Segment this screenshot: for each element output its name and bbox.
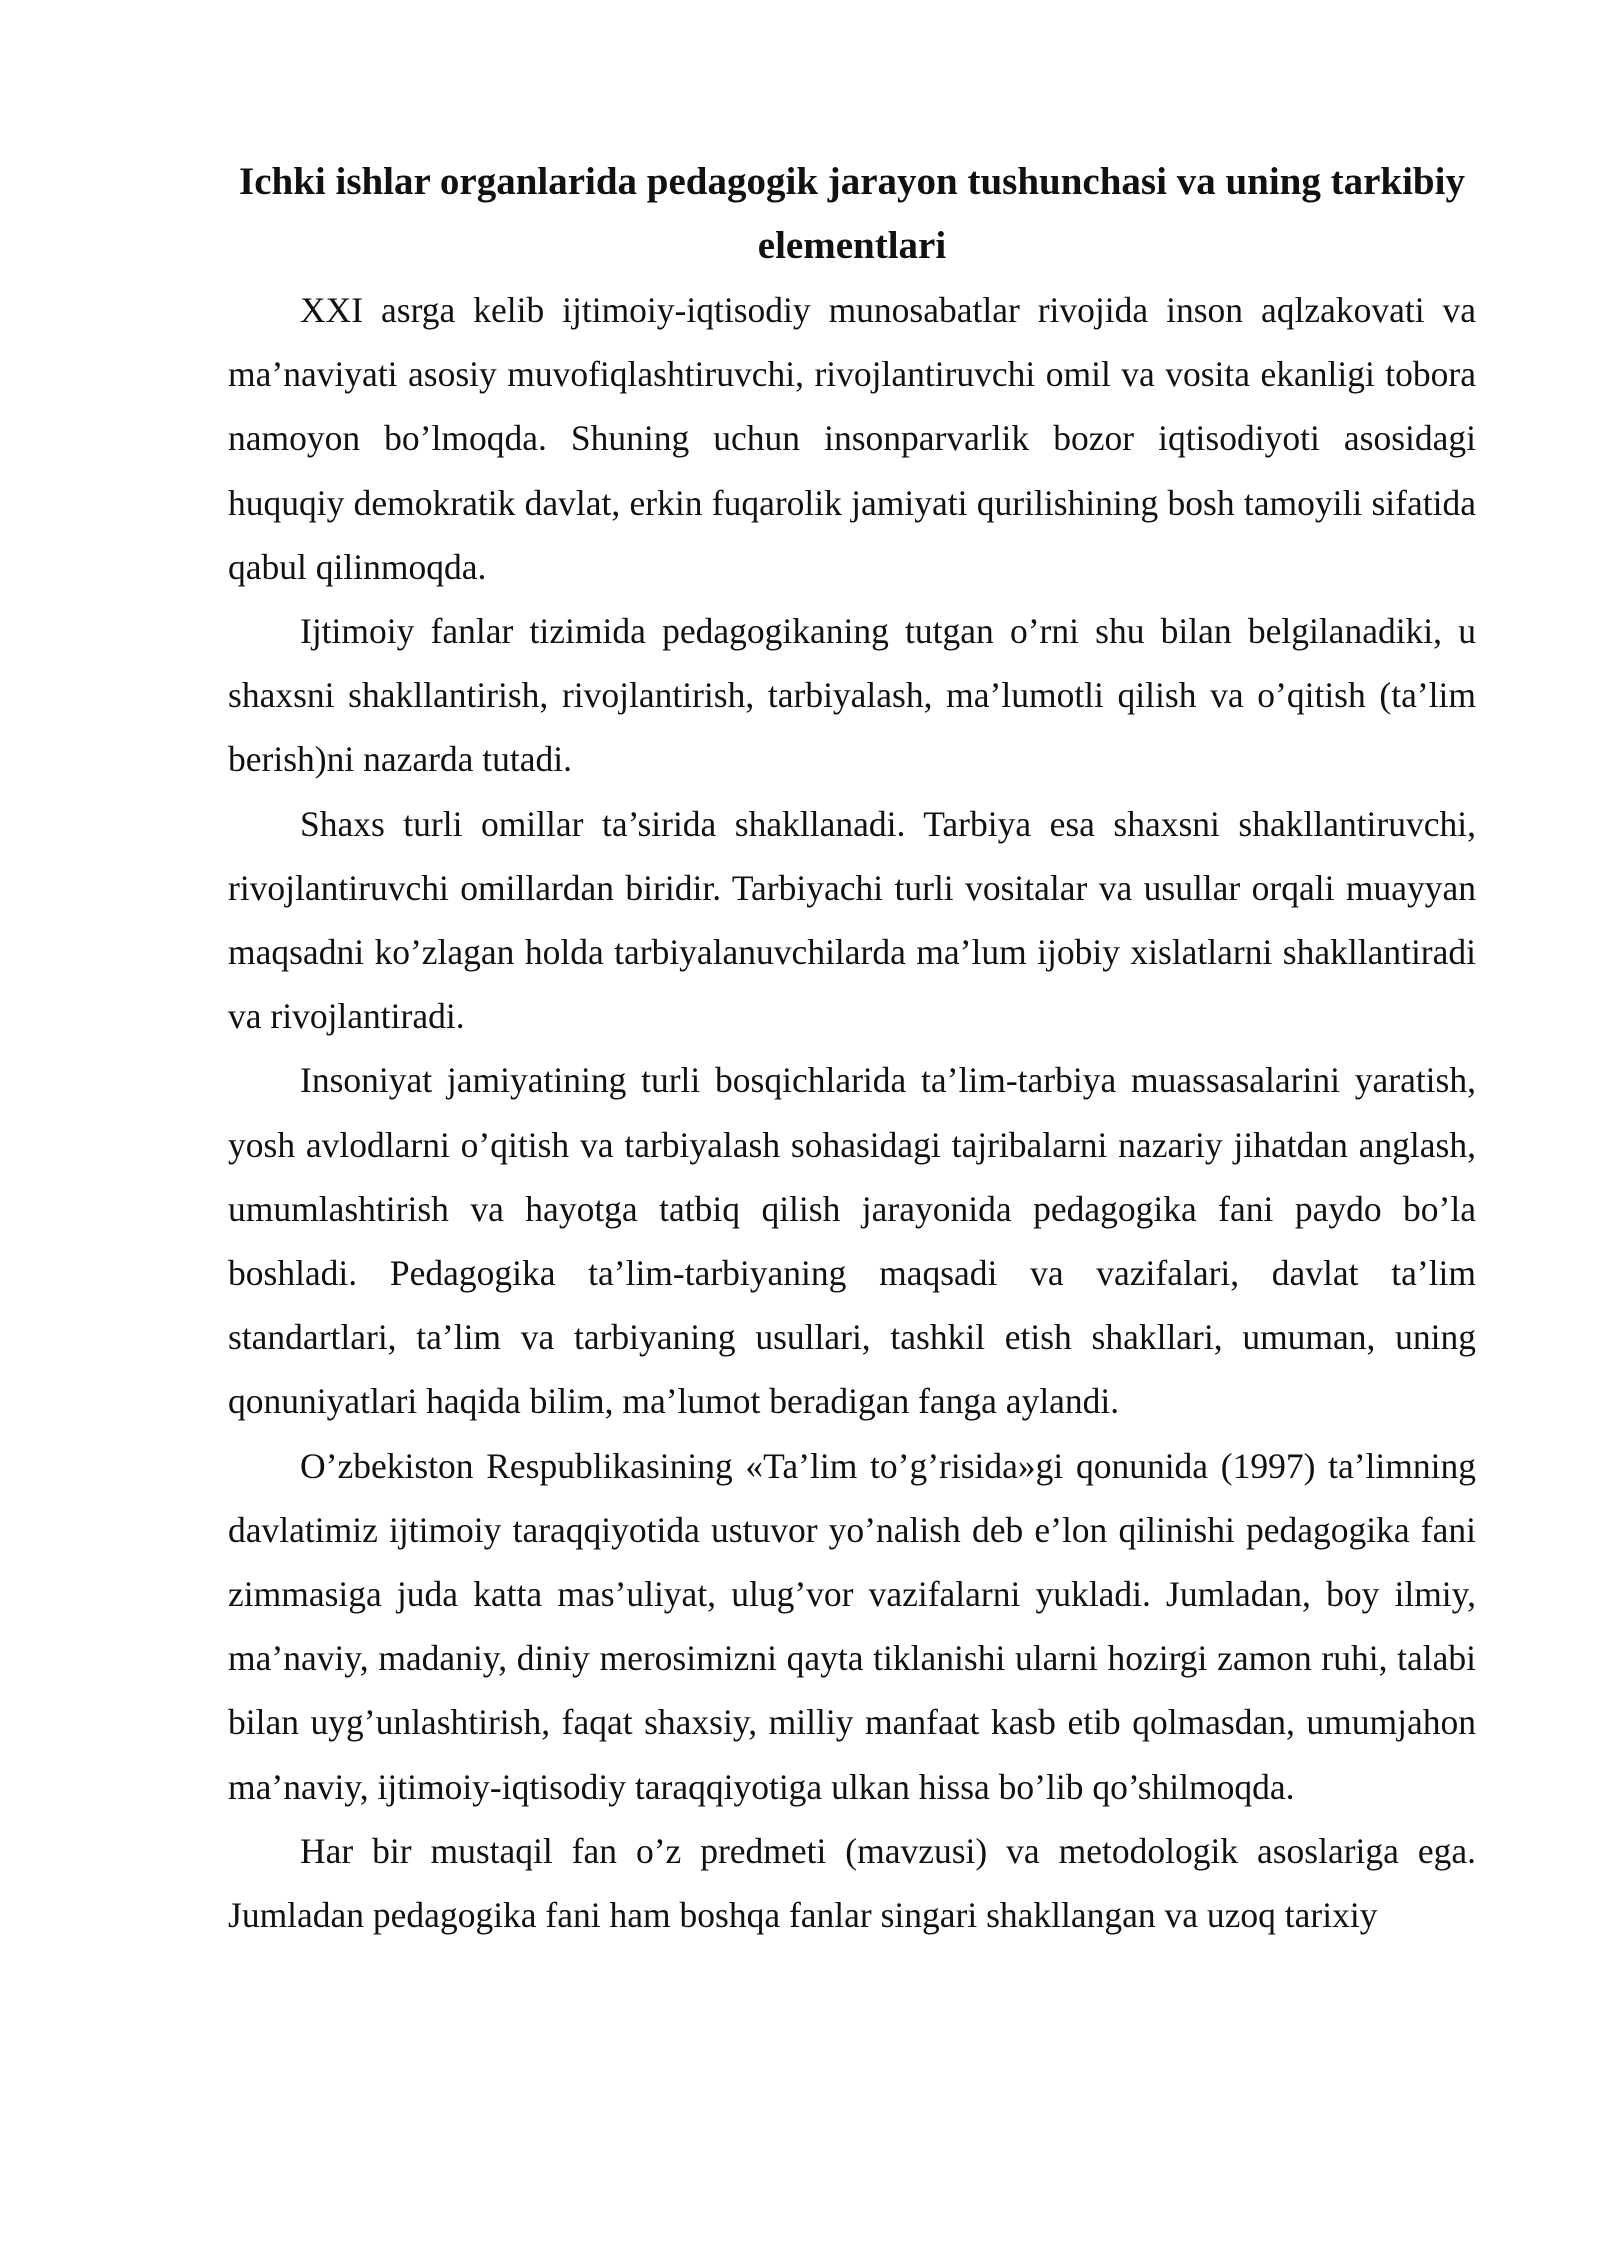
paragraph-4: Insoniyat jamiyatining turli bosqichlarida ta’lim-tarbiya muassasalarini yaratish, yosh avlodlarni o’qitish va tarbiyalash sohasidagi tajribalarni nazariy jihatdan anglash, umumlashtirish va hayotga tatbiq qilish jarayonida pedagogika fani paydo bo’la boshladi. Pedagogika ta’lim-tarbiyaning maqsadi va vazifalari, davlat ta’lim standartlari, ta’lim va tarbiyaning usullari, tashkil etish shakllari, umuman, uning qonuniyatlari haqida bilim, ma’lumot beradigan fanga aylandi. — [228, 1060, 1476, 1422]
paragraph-5: O’zbekiston Respublikasining «Ta’lim to’g’risida»gi qonunida (1997) ta’limning davlatimiz ijtimoiy taraqqiyotida ustuvor yo’nalish deb e’lon qilinishi pedagogika fani zimmasiga juda katta mas’uliyat, ulug’vor vazifalarni yukladi. Jumladan, boy ilmiy, ma’naviy, madaniy, diniy merosimizni qayta tiklanishi ularni hozirgi zamon ruhi, talabi bilan uyg’unlashtirish, faqat shaxsiy, milliy manfaat kasb etib qolmasdan, umumjahon ma’naviy, ijtimoiy-iqtisodiy taraqqiyotiga ulkan hissa bo’lib qo’shilmoqda. — [228, 1445, 1476, 1807]
paragraph-3: Shaxs turli omillar ta’sirida shakllanadi. Tarbiya esa shaxsni shakllantiruvchi, rivojlantiruvchi omillardan biridir. Tarbiyachi turli vositalar va usullar orqali muayyan maqsadni ko’zlagan holda tarbiyalanuvchilarda ma’lum ijobiy xislatlarni shakllantiradi va rivojlantiradi. — [228, 803, 1476, 1037]
document-body — [228, 150, 1476, 1947]
paragraph-2: Ijtimoiy fanlar tizimida pedagogikaning tutgan o’rni shu bilan belgilanadiki, u shaxsni shakllantirish, rivojlantirish, tarbiyalash, ma’lumotli qilish va o’qitish (ta’lim berish)ni nazarda tutadi. — [228, 611, 1476, 780]
paragraph-6: Har bir mustaqil fan o’z predmeti (mavzusi) va metodologik asoslariga ega. Jumladan pedagogika fani ham boshqa fanlar singari shakllangan va uzoq tarixiy — [228, 1830, 1476, 1936]
paragraph-1: XXI asrga kelib ijtimoiy-iqtisodiy munosabatlar rivojida inson aqlzakovati va ma’naviyati asosiy muvofiqlashtiruvchi, rivojlantiruvchi omil va vosita ekanligi tobora namoyon bo’lmoqda. Shuning uchun insonparvarlik bozor iqtisodiyoti asosidagi huquqiy demokratik davlat, erkin fuqarolik jamiyati qurilishining bosh tamoyili sifatida qabul qilinmoqda. — [228, 290, 1476, 587]
document-title: Ichki ishlar organlarida pedagogik jarayon tushunchasi va uning tarkibiy elementlari — [239, 160, 1465, 267]
